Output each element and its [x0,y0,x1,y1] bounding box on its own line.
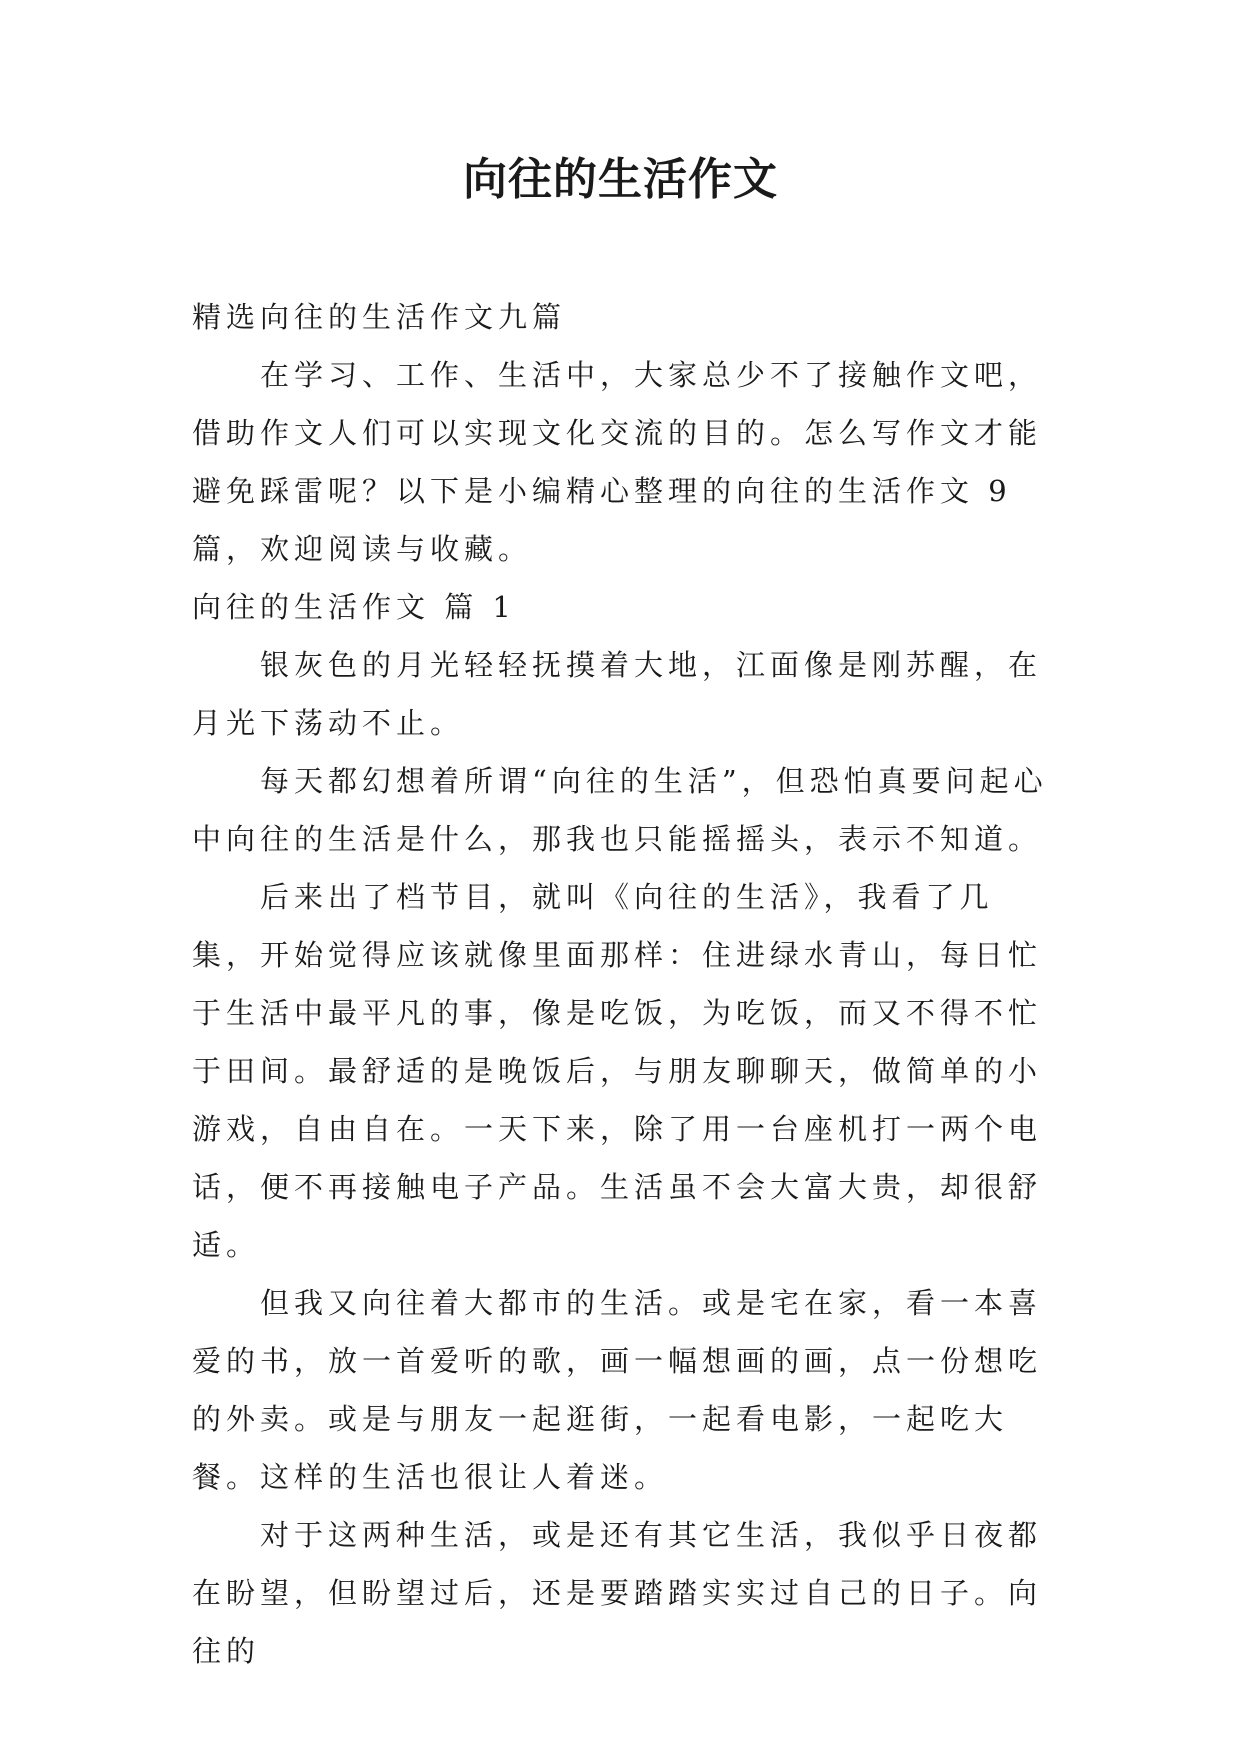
document-title: 向往的生活作文 [463,154,778,205]
section-heading: 向往的生活作文 篇 1 [192,590,516,624]
intro-paragraph: 在学习、工作、生活中，大家总少不了接触作文吧，借助作文人们可以实现文化交流的目的。怎么写作文才能避免踩雷呢？以下是小编精心整理的向往的生活作文 9 篇，欢迎阅读与收藏。 [192,358,1043,566]
document-body [192,288,1052,1680]
body-paragraph: 但我又向往着大都市的生活。或是宅在家，看一本喜爱的书，放一首爱听的歌，画一幅想画的画，点一份想吃的外卖。或是与朋友一起逛街，一起看电影，一起吃大餐。这样的生活也很让人着迷。 [192,1286,1043,1494]
subtitle-paragraph: 精选向往的生活作文九篇 [192,300,567,334]
body-paragraph: 每天都幻想着所谓“向往的生活”，但恐怕真要问起心中向往的生活是什么，那我也只能摇摇头，表示不知道。 [192,764,1048,856]
body-paragraph: 后来出了档节目，就叫《向往的生活》，我看了几集，开始觉得应该就像里面那样：住进绿水青山，每日忙于生活中最平凡的事，像是吃饭，为吃饭，而又不得不忙于田间。最舒适的是晚饭后，与朋友聊聊天，做简单的小游戏，自由自在。一天下来，除了用一台座机打一两个电话，便不再接触电子产品。生活虽不会大富大贵，却很舒适。 [192,880,1043,1262]
body-paragraph: 对于这两种生活，或是还有其它生活，我似乎日夜都在盼望，但盼望过后，还是要踏踏实实过自己的日子。向往的 [192,1518,1043,1668]
body-paragraph: 银灰色的月光轻轻抚摸着大地，江面像是刚苏醒，在月光下荡动不止。 [192,648,1043,740]
